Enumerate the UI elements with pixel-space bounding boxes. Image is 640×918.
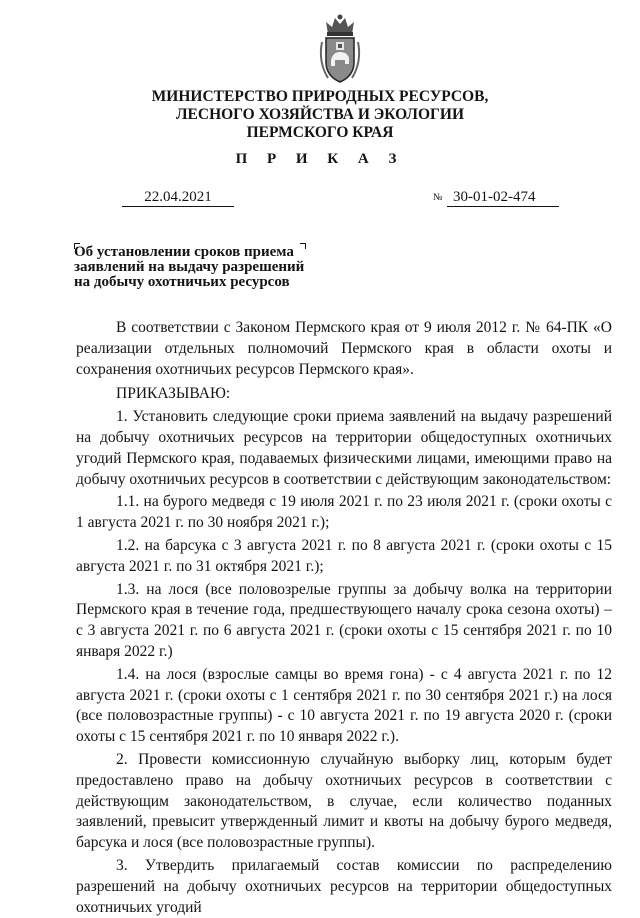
ministry-line-2: ЛЕСНОГО ХОЗЯЙСТВА И ЭКОЛОГИИ [175, 106, 465, 123]
number-label: № [433, 192, 443, 203]
order-word: ПРИКАЗЫВАЮ: [116, 385, 231, 403]
intro-paragraph: В соответствии с Законом Пермского края от 9 июля 2012 г. № 64-ПК «О реализации отдельных полномочий Пермского края в области охоты и сохранения охотничьих ресурсов Пермского края». [76, 319, 612, 378]
document-type-title: П Р И К А З [235, 151, 405, 167]
subject-line-2: заявлений на выдачу разрешений [74, 259, 305, 275]
paragraph-2: 2. Провести комиссионную случайную выборку лиц, которым будет предоставлено право на добычу охотничьих ресурсов в соответствии с действующим законодательством, в случае, если количество поданных заявлений, превысит утвержденный лимит и квоты на добычу бурого медведя, барсука и лося (все половозрастные группы). [76, 750, 612, 852]
paragraph-1-1: 1.1. на бурого медведя с 19 июля 2021 г. по 23 июля 2021 г. (сроки охоты с 1 августа 2021 г. по 30 ноября 2021 г.); [76, 493, 612, 532]
document-date: 22.04.2021 [122, 188, 234, 207]
document-number: 30-01-02-474 [447, 188, 559, 207]
document-subject [74, 245, 304, 290]
coat-of-arms-emblem [316, 12, 364, 84]
subject-line-1: Об установлении сроков приема [74, 244, 294, 260]
paragraph-1-2: 1.2. на барсука с 3 августа 2021 г. по 8 августа 2021 г. (сроки охоты с 15 августа 2021 г. по 31 октября 2021 г.); [76, 536, 612, 575]
paragraph-1: 1. Установить следующие сроки приема заявлений на выдачу разрешений на добычу охотничьих ресурсов на территории общедоступных охотничьих угодий Пермского края, подаваемых физическими лицами, имеющими право на добычу охотничьих ресурсов в соответствии с действующим законодательством: [76, 408, 612, 488]
ministry-line-1: МИНИСТЕРСТВО ПРИРОДНЫХ РЕСУРСОВ, [151, 88, 489, 105]
paragraph-1-3: 1.3. на лося (все половозрелые группы за добычу волка на территории Пермского края в течение года, предшествующего началу срока сезона охоты) – с 3 августа 2021 г. по 6 августа 2021 г. (сроки охоты с 15 сентября 2021 г. по 10 января 2022 г.) [76, 580, 612, 660]
document-body [76, 318, 612, 918]
paragraph-1-4: 1.4. на лося (взрослые самцы во время гона) - с 4 августа 2021 г. по 12 августа 2021 г. (сроки охоты с 1 сентября 2021 г. по 30 сентября 2021 г.) на лося (все половозрастные группы) - с 10 августа 2021 г. по 19 августа 2020 г. (сроки охоты с 15 сентября 2021 г. по 10 января 2022 г.). [76, 665, 612, 746]
paragraph-3: 3. Утвердить прилагаемый состав комиссии по распределению разрешений на добычу охотничьих ресурсов на территории общедоступных охотничьих угодий [76, 856, 612, 916]
ministry-line-3: ПЕРМСКОГО КРАЯ [246, 124, 394, 141]
ministry-name [0, 88, 640, 142]
subject-line-3: на добычу охотничьих ресурсов [74, 274, 290, 290]
